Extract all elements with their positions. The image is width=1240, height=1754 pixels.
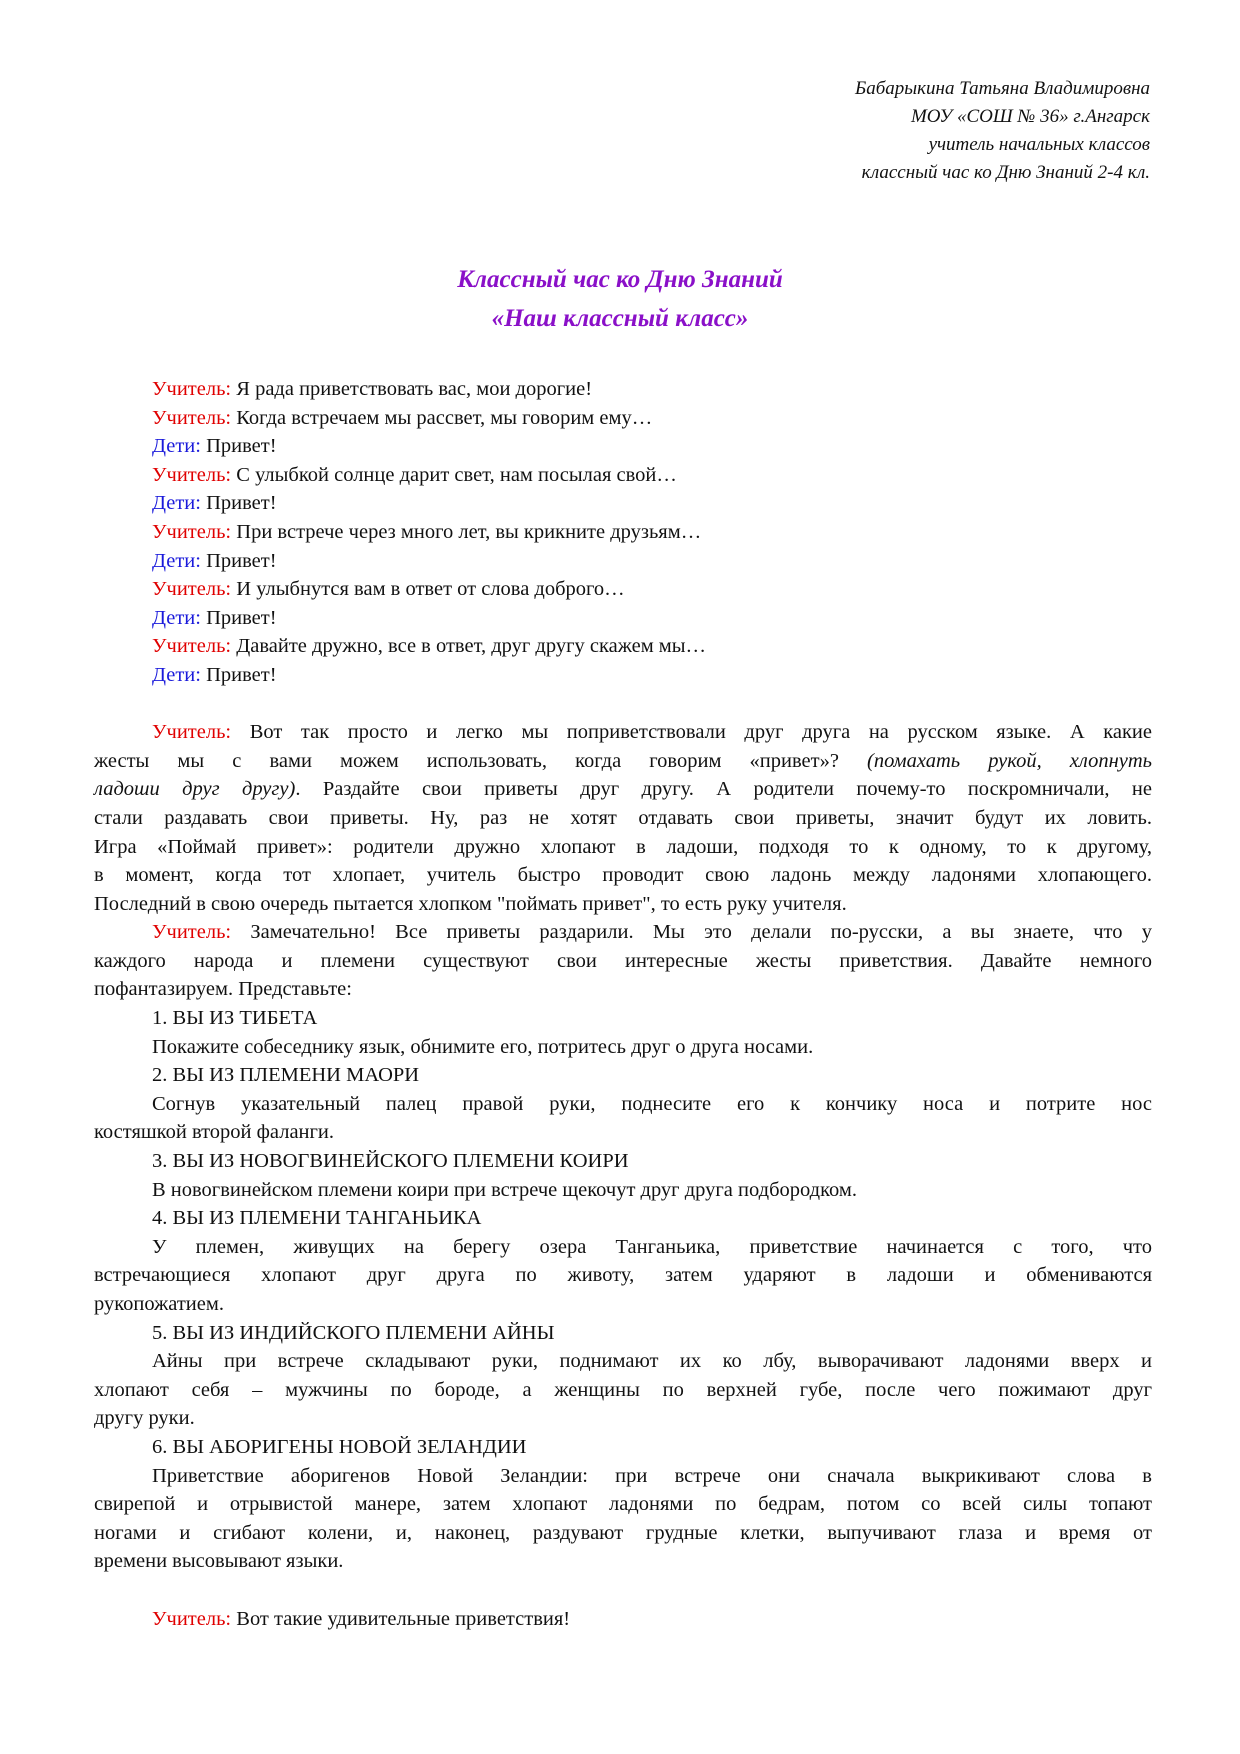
dialog-line: [94, 547, 1152, 576]
speaker-teacher: Учитель:: [152, 406, 232, 429]
stage-direction: ладоши друг другу): [94, 778, 296, 801]
list-item-text: Айны при встрече складывают руки, поднимают их ко лбу, выворачивают ладонями вверх и: [152, 1350, 1152, 1373]
dialog-text: Я рада приветствовать вас, мои дорогие!: [231, 378, 593, 400]
dialog-line: [94, 604, 1152, 633]
speaker-teacher: Учитель:: [152, 921, 232, 944]
text: Вот такие удивительные приветствия!: [231, 1607, 571, 1630]
author-block: [855, 75, 1150, 187]
list-item-heading: 5. ВЫ ИЗ ИНДИЙСКОГО ПЛЕМЕНИ АЙНЫ: [152, 1321, 555, 1344]
list-item-text: Согнув указательный палец правой руки, поднесите его к кончику носа и потрите нос: [152, 1092, 1152, 1115]
speaker-teacher: Учитель:: [152, 463, 232, 486]
dialog-text: Привет!: [200, 606, 277, 629]
list-item-text: костяшкой второй фаланги.: [94, 1121, 335, 1144]
list-item-text: Покажите собеседнику язык, обнимите его, потритесь друг о друга носами.: [152, 1035, 814, 1058]
dialog-line: [94, 432, 1152, 461]
dialog-line: [94, 404, 1152, 433]
text: каждого народа и племени существуют свои интересные жесты приветствия. Давайте немного: [94, 949, 1152, 972]
text: Игра «Поймай привет»: родители дружно хлопают в ладоши, подходя то к одному, то к другому,: [94, 835, 1152, 858]
speaker-kids: Дети:: [152, 663, 201, 686]
stage-direction: (помахать рукой, хлопнуть: [867, 749, 1152, 772]
closing-line: [94, 1605, 1152, 1634]
dialog-text: Привет!: [200, 492, 277, 515]
dialog-text: Давайте дружно, все в ответ, друг другу скажем мы…: [231, 635, 707, 658]
text: . Раздайте свои приветы друг другу. А родители почему-то поскромничали, не: [295, 778, 1152, 801]
text: жесты мы с вами можем использовать, когда говорим «привет»?: [94, 749, 868, 772]
dialog-line: [94, 489, 1152, 518]
speaker-teacher: Учитель:: [152, 578, 232, 601]
speaker-kids: Дети:: [152, 549, 201, 572]
document-body: [94, 375, 1152, 1633]
dialog-line: [94, 461, 1152, 490]
speaker-kids: Дети:: [152, 606, 201, 629]
dialog-text: Привет!: [200, 435, 277, 458]
paragraph-1: [94, 718, 1152, 918]
speaker-teacher: Учитель:: [152, 635, 232, 658]
list-item-text: рукопожатием.: [94, 1293, 224, 1315]
dialog-text: Привет!: [200, 549, 277, 572]
greeting-dialog: [94, 375, 1152, 690]
list-item-heading: 6. ВЫ АБОРИГЕНЫ НОВОЙ ЗЕЛАНДИИ: [152, 1435, 527, 1458]
school: МОУ «СОШ № 36» г.Ангарск: [910, 106, 1150, 127]
list-item-heading: 4. ВЫ ИЗ ПЛЕМЕНИ ТАНГАНЬИКА: [152, 1207, 482, 1230]
dialog-line: [94, 661, 1152, 690]
author-name: Бабарыкина Татьяна Владимировна: [855, 78, 1150, 99]
list-item-text: В новогвинейском племени коири при встрече щекочут друг друга подбородком.: [152, 1178, 857, 1201]
speaker-kids: Дети:: [152, 435, 201, 458]
speaker-teacher: Учитель:: [152, 721, 232, 744]
list-item-text: Приветствие аборигенов Новой Зеландии: при встрече они сначала выкрикивают слова в: [152, 1464, 1152, 1487]
paragraph-2: [94, 918, 1152, 1004]
list-item-text: У племен, живущих на берегу озера Танганьика, приветствие начинается с того, что: [152, 1235, 1152, 1258]
list-item-text: свирепой и отрывистой манере, затем хлопают ладонями по бедрам, потом со всей силы топают: [94, 1493, 1152, 1516]
speaker-teacher: Учитель:: [152, 520, 232, 543]
event-description: классный час ко Дню Знаний 2-4 кл.: [861, 162, 1150, 183]
text: стали раздавать свои приветы. Ну, раз не хотят отдавать свои приветы, значит будут их ловить.: [94, 806, 1152, 829]
speaker-teacher: Учитель:: [152, 378, 232, 400]
text: Замечательно! Все приветы раздарили. Мы это делали по-русски, а вы знаете, что у: [231, 921, 1152, 944]
title-line-1: Классный час ко Дню Знаний: [457, 266, 783, 293]
dialog-text: И улыбнутся вам в ответ от слова доброго…: [231, 578, 625, 601]
speaker-teacher: Учитель:: [152, 1607, 232, 1630]
list-item-text: ногами и сгибают колени, и, наконец, раздувают грудные клетки, выпучивают глаза и время от: [94, 1521, 1152, 1544]
list-item-heading: 3. ВЫ ИЗ НОВОГВИНЕЙСКОГО ПЛЕМЕНИ КОИРИ: [152, 1150, 629, 1173]
list-item-heading: 1. ВЫ ИЗ ТИБЕТА: [152, 1007, 318, 1030]
list-item-text: встречающиеся хлопают друг друга по животу, затем ударяют в ладоши и обмениваются: [94, 1264, 1152, 1287]
list-item-text: хлопают себя – мужчины по бороде, а женщины по верхней губе, после чего пожимают друг: [94, 1378, 1152, 1401]
list-item-text: другу руки.: [94, 1407, 195, 1430]
dialog-text: С улыбкой солнце дарит свет, нам посылая свой…: [231, 463, 677, 486]
speaker-kids: Дети:: [152, 492, 201, 515]
text: Вот так просто и легко мы поприветствовали друг друга на русском языке. А какие: [231, 721, 1152, 744]
title-line-2: «Наш классный класс»: [491, 305, 749, 332]
dialog-text: При встрече через много лет, вы крикните друзьям…: [231, 520, 702, 543]
greeting-list: [94, 1004, 1152, 1576]
list-item-text: времени высовывают языки.: [94, 1550, 344, 1573]
text: Последний в свою очередь пытается хлопком "поймать привет", то есть руку учителя.: [94, 892, 847, 915]
dialog-line: [94, 575, 1152, 604]
page-title: [0, 260, 1240, 338]
list-item-heading: 2. ВЫ ИЗ ПЛЕМЕНИ МАОРИ: [152, 1064, 420, 1087]
text: пофантазируем. Представьте:: [94, 978, 352, 1001]
dialog-line: [94, 375, 1152, 404]
text: в момент, когда тот хлопает, учитель быстро проводит свою ладонь между ладонями хлопающего.: [94, 864, 1152, 887]
dialog-text: Когда встречаем мы рассвет, мы говорим ему…: [231, 406, 653, 429]
dialog-line: [94, 518, 1152, 547]
dialog-line: [94, 632, 1152, 661]
dialog-text: Привет!: [200, 663, 277, 686]
position: учитель начальных классов: [928, 134, 1150, 155]
